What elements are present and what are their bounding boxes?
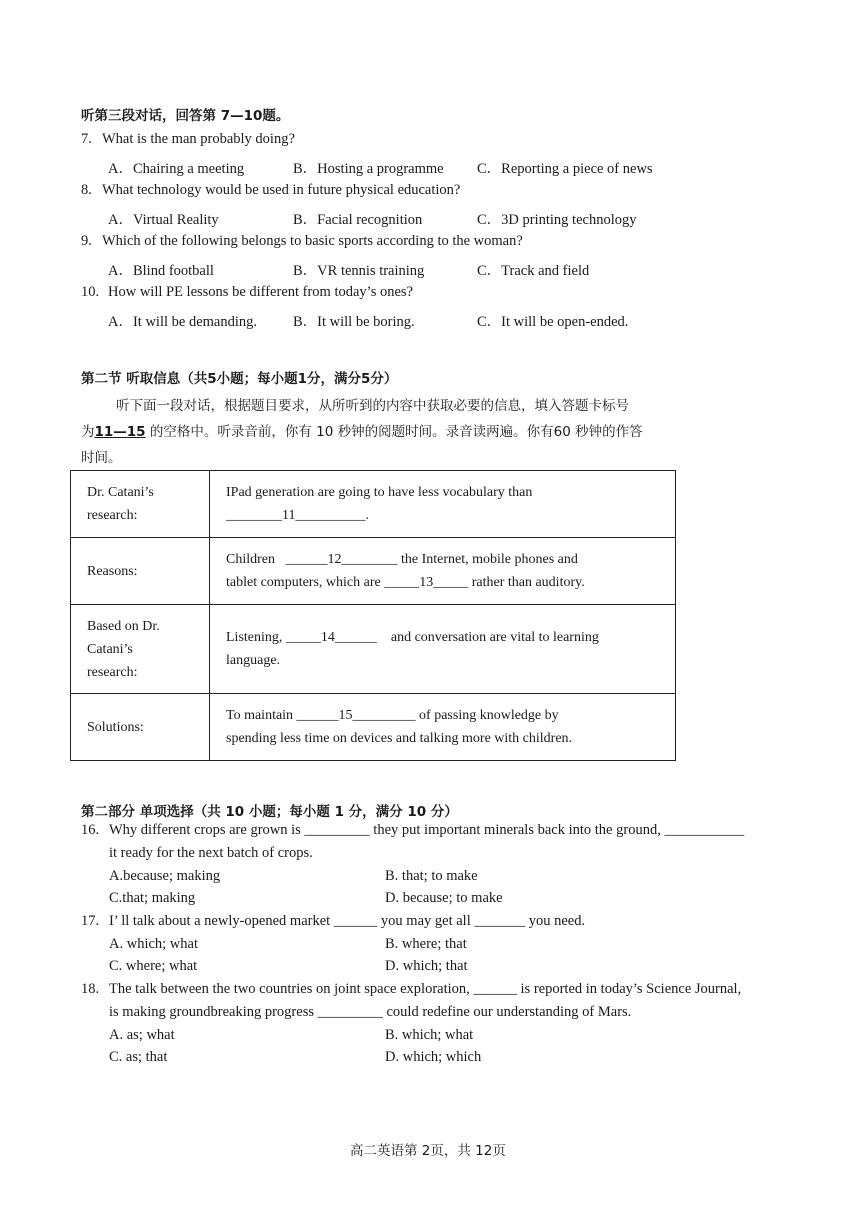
option-a: A．Chairing a meeting — [108, 161, 245, 177]
page-footer: 高二英语第 2页，共 12页 — [350, 1143, 506, 1159]
option-b: B．VR tennis training — [293, 263, 425, 279]
option-c: C．It will be open-ended. — [477, 314, 629, 330]
instruction-line: 时间。 — [81, 450, 122, 466]
question-range: 11—15 — [94, 424, 146, 440]
option-c: C．Track and field — [477, 263, 590, 279]
question-text: What technology would be used in future physical education? — [102, 182, 461, 198]
section-title-part2: 第二部分 单项选择（共 10 小题；每小题 1 分，满分 10 分） — [81, 804, 458, 820]
option-d: D. which; which — [385, 1049, 482, 1065]
question-text: What is the man probably doing? — [102, 131, 295, 147]
question-number: 16. — [81, 822, 100, 838]
option-b: B. where; that — [385, 936, 467, 952]
question-text: Which of the following belongs to basic sports according to the woman? — [102, 233, 523, 249]
table-row — [71, 538, 676, 605]
option-a: A. which; what — [109, 936, 198, 952]
question-text: How will PE lessons be different from today’s ones? — [108, 284, 413, 300]
table-content: IPad generation are going to have less vocabulary than ________11__________. — [210, 471, 676, 538]
option-c: C.that; making — [109, 890, 196, 906]
table-row — [71, 694, 676, 761]
option-a: A. as; what — [109, 1027, 175, 1043]
option-d: D. because; to make — [385, 890, 503, 906]
option-b: B．Hosting a programme — [293, 161, 444, 177]
option-a: A.because; making — [109, 868, 221, 884]
instruction-line: 为11—15 的空格中。听录音前，你有 10 秒钟的阅题时间。录音读两遍。你有60 秒钟的作答 — [81, 424, 643, 440]
info-table — [70, 470, 676, 761]
section-title-listening-info: 第二节 听取信息（共5小题；每小题1分，满分5分） — [81, 371, 398, 387]
option-c: C．3D printing technology — [477, 212, 637, 228]
table-label: Reasons: — [71, 538, 210, 605]
option-b: B. that; to make — [385, 868, 478, 884]
option-d: D. which; that — [385, 958, 468, 974]
question-text: Why different crops are grown is _________ they put important minerals back into the ground, ___________ — [109, 822, 745, 838]
table-row — [71, 605, 676, 694]
question-number: 9. — [81, 233, 92, 249]
table-row — [71, 471, 676, 538]
table-content: Listening, _____14______ and conversation are vital to learning language. — [210, 605, 676, 694]
option-b: B．Facial recognition — [293, 212, 423, 228]
option-a: A．Blind football — [108, 263, 214, 279]
table-label: Dr. Catani’s research: — [71, 471, 210, 538]
table-content: Children ______12________ the Internet, mobile phones and tablet computers, which are _____13_____ rather than auditory. — [210, 538, 676, 605]
question-number: 18. — [81, 981, 100, 997]
option-b: B. which; what — [385, 1027, 474, 1043]
question-number: 8. — [81, 182, 92, 198]
question-text: is making groundbreaking progress _________ could redefine our understanding of Mars. — [109, 1004, 632, 1020]
option-c: C. where; what — [109, 958, 198, 974]
question-text: it ready for the next batch of crops. — [109, 845, 313, 861]
table-label: Based on Dr. Catani’s research: — [71, 605, 210, 694]
question-number: 7. — [81, 131, 92, 147]
question-number: 17. — [81, 913, 100, 929]
instruction-line: 听下面一段对话，根据题目要求，从所听到的内容中获取必要的信息，填入答题卡标号 — [116, 398, 629, 414]
table-content: To maintain ______15_________ of passing knowledge by spending less time on devices and talking more with children. — [210, 694, 676, 761]
option-a: A．It will be demanding. — [108, 314, 258, 330]
option-c: C．Reporting a piece of news — [477, 161, 653, 177]
question-text: The talk between the two countries on joint space exploration, ______ is reported in today’s Science Journal, — [109, 981, 742, 997]
section-title-conv3: 听第三段对话，回答第 7—10题。 — [81, 108, 290, 124]
question-text: I’ ll talk about a newly-opened market ______ you may get all _______ you need. — [109, 913, 586, 929]
option-b: B．It will be boring. — [293, 314, 415, 330]
option-c: C. as; that — [109, 1049, 168, 1065]
table-label: Solutions: — [71, 694, 210, 761]
question-number: 10. — [81, 284, 100, 300]
option-a: A．Virtual Reality — [108, 212, 219, 228]
